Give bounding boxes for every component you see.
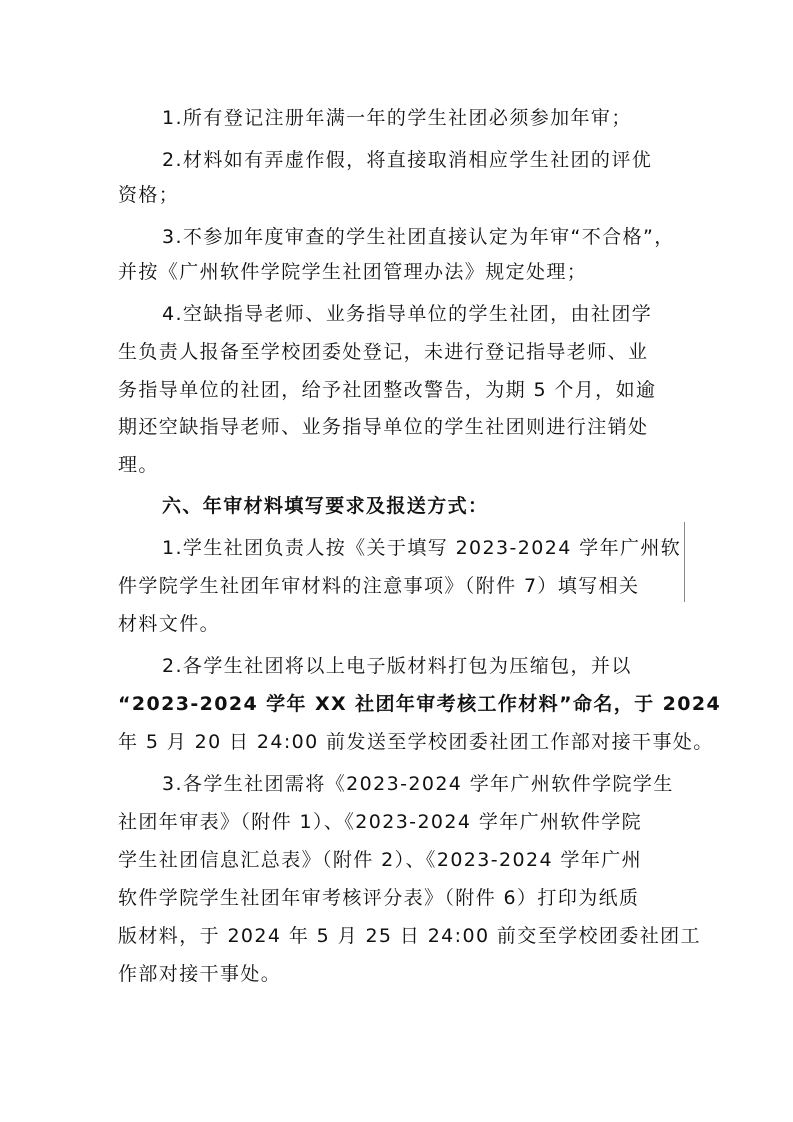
- paragraph-line-21: 软件学院学生社团年审考核评分表》（附件 6）打印为纸质: [118, 887, 640, 909]
- paragraph-line-5: 并按《广州软件学院学生社团管理办法》规定处理；: [118, 261, 588, 283]
- paragraph-line-22: 版材料，于 2024 年 5 月 25 日 24:00 前交至学校团委社团工: [118, 925, 701, 947]
- paragraph-line-6: 4.空缺指导老师、业务指导单位的学生社团，由社团学: [162, 303, 653, 325]
- paragraph-line-18: 3.各学生社团需将《2023-2024 学年广州软件学院学生: [162, 773, 674, 795]
- paragraph-line-8: 务指导单位的社团，给予社团整改警告，为期 5 个月，如逾: [118, 379, 657, 401]
- paragraph-line-19: 社团年审表》（附件 1）、《2023-2024 学年广州软件学院: [118, 811, 643, 833]
- paragraph-line-23: 作部对接干事处。: [118, 963, 282, 985]
- section-heading: 六、年审材料填写要求及报送方式：: [162, 495, 489, 517]
- paragraph-line-16: “2023-2024 学年 XX 社团年审考核工作材料”命名，于 2024: [118, 693, 722, 715]
- paragraph-line-4: 3.不参加年度审查的学生社团直接认定为年审“不合格”，: [162, 226, 675, 248]
- paragraph-line-12: 1.学生社团负责人按《关于填写 2023-2024 学年广州软: [162, 537, 682, 559]
- paragraph-line-13: 件学院学生社团年审材料的注意事项》（附件 7）填写相关: [118, 575, 640, 597]
- paragraph-line-9: 期还空缺指导老师、业务指导单位的学生社团则进行注销处: [118, 416, 649, 438]
- paragraph-line-1: 1.所有登记注册年满一年的学生社团必须参加年审；: [162, 107, 632, 129]
- paragraph-line-7: 生负责人报备至学校团委处登记，未进行登记指导老师、业: [118, 341, 649, 363]
- paragraph-line-3: 资格；: [118, 184, 180, 206]
- margin-mark: [684, 522, 685, 602]
- paragraph-line-17: 年 5 月 20 日 24:00 前发送至学校团委社团工作部对接干事处。: [118, 731, 714, 753]
- paragraph-line-14: 材料文件。: [118, 613, 221, 635]
- paragraph-line-2: 2.材料如有弄虚作假，将直接取消相应学生社团的评优: [162, 149, 653, 171]
- paragraph-line-10: 理。: [118, 454, 159, 476]
- paragraph-line-20: 学生社团信息汇总表》（附件 2）、《2023-2024 学年广州: [118, 849, 643, 871]
- paragraph-line-15: 2.各学生社团将以上电子版材料打包为压缩包，并以: [162, 655, 632, 677]
